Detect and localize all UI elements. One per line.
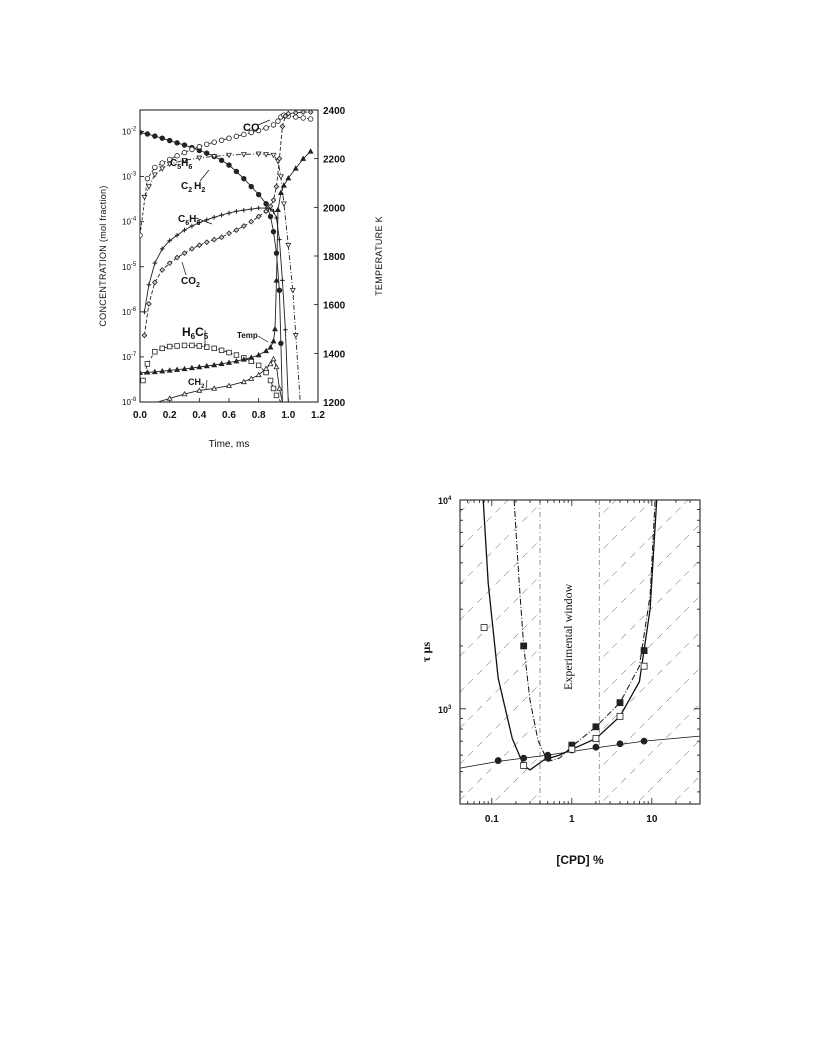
series-co2 <box>142 110 313 338</box>
data-point <box>617 700 623 706</box>
data-point <box>227 350 232 355</box>
data-point <box>495 758 501 764</box>
y2-tick-label: 1400 <box>323 349 346 361</box>
data-point <box>147 185 152 189</box>
data-point <box>242 176 247 181</box>
data-point <box>227 231 232 236</box>
data-point <box>160 136 165 141</box>
data-point <box>190 343 195 348</box>
data-point <box>234 209 239 214</box>
data-point <box>234 353 239 358</box>
data-point <box>274 365 279 369</box>
data-point <box>204 240 209 245</box>
data-point <box>242 153 247 157</box>
data-point <box>190 147 195 152</box>
data-point <box>219 158 224 163</box>
data-point <box>271 198 276 203</box>
series-group-1 <box>138 110 313 402</box>
data-point <box>160 161 165 166</box>
data-point <box>264 126 269 131</box>
data-point <box>227 211 232 216</box>
data-point <box>219 138 224 143</box>
data-point <box>308 149 313 153</box>
data-point <box>160 346 165 351</box>
data-point <box>283 327 288 332</box>
data-point <box>219 235 224 240</box>
y2-tick-label: 1200 <box>323 398 346 409</box>
data-point <box>641 648 647 654</box>
data-point <box>197 243 202 248</box>
data-point <box>276 207 281 211</box>
data-point <box>279 175 284 179</box>
svg-text:C5H6: $C_5H_6$ <box>170 158 193 171</box>
y-axis-label-2: τ µs <box>419 641 433 663</box>
data-point <box>521 763 527 769</box>
tau-chart <box>419 496 700 867</box>
data-point <box>268 378 273 383</box>
data-point <box>280 124 285 129</box>
data-point <box>256 206 261 211</box>
y2-axis-ticks-1 <box>314 106 346 409</box>
x-axis-label-1: Time, ms <box>208 439 250 450</box>
data-point <box>234 134 239 139</box>
label-co <box>243 122 260 134</box>
data-point <box>481 625 487 631</box>
data-point <box>142 195 147 199</box>
data-point <box>268 362 273 366</box>
data-point <box>268 214 273 219</box>
data-point <box>308 117 313 122</box>
x-axis-label-2: [CPD] % <box>556 853 604 867</box>
data-point <box>279 341 284 346</box>
series-line-c5h6 <box>140 133 284 403</box>
data-point <box>264 201 269 206</box>
data-point <box>280 278 285 283</box>
x-tick-label: 0.2 <box>162 410 177 421</box>
data-point <box>271 386 276 391</box>
data-point <box>279 190 284 194</box>
data-point <box>274 184 279 189</box>
label-arrows-1 <box>182 120 270 389</box>
data-point <box>204 151 209 156</box>
data-point <box>147 302 152 307</box>
data-point <box>167 344 172 349</box>
data-point <box>271 123 276 128</box>
x-axis-ticks-1 <box>133 398 325 421</box>
label-c2h2 <box>181 181 205 194</box>
label-co2 <box>181 276 200 289</box>
data-point <box>204 142 209 147</box>
data-point <box>142 333 147 338</box>
data-point <box>145 176 150 181</box>
data-point <box>593 724 599 730</box>
data-point <box>234 169 239 174</box>
data-point <box>167 138 172 143</box>
data-point <box>212 140 217 145</box>
y-tick-label: $10^{-2}$ <box>122 126 137 137</box>
data-point <box>145 362 150 367</box>
data-point <box>569 746 575 752</box>
series-line-co2 <box>144 112 310 335</box>
data-point <box>175 141 180 146</box>
data-point <box>242 208 247 213</box>
x-tick-label: 1 <box>569 814 575 825</box>
x-tick-label: 0.6 <box>222 410 236 421</box>
svg-text:Temp: Temp <box>237 331 258 340</box>
svg-text:C6H6: $C_6H_6$ <box>178 214 201 227</box>
data-point <box>273 327 278 331</box>
y-tick-label: $10^{-7}$ <box>122 351 137 362</box>
data-point <box>242 380 247 384</box>
x-tick-label: 0.4 <box>192 410 207 421</box>
data-point <box>274 393 279 398</box>
concentration-chart <box>98 106 384 450</box>
data-point <box>147 282 152 287</box>
y2-tick-label: 1800 <box>323 252 346 263</box>
data-point <box>219 348 224 353</box>
svg-text:C2H2: $C_2$ $H_2$ <box>181 181 206 194</box>
y2-axis-label-1: TEMPERATURE K <box>374 216 384 296</box>
data-point <box>153 261 158 266</box>
data-point <box>276 119 281 124</box>
y-axis-label-1: CONCENTRATION (mol fraction) <box>98 185 108 327</box>
data-point <box>256 192 261 197</box>
data-point <box>212 215 217 220</box>
data-point <box>175 344 180 349</box>
data-point <box>521 755 527 761</box>
y-axis-ticks-1 <box>122 127 144 407</box>
data-point <box>234 228 239 233</box>
data-point <box>268 345 273 349</box>
data-point <box>282 183 287 187</box>
data-point <box>182 150 187 155</box>
x-tick-label: 0.1 <box>484 814 499 825</box>
data-point <box>153 134 158 139</box>
data-point <box>138 130 143 135</box>
svg-text:H6C5: $H_6C_5$ <box>182 325 209 341</box>
data-point <box>212 346 217 351</box>
data-point <box>138 233 143 238</box>
series-temp <box>138 149 313 375</box>
data-point <box>249 376 254 380</box>
y2-tick-label: 2000 <box>323 203 346 215</box>
svg-text:CH2: $CH_2$ <box>188 377 205 390</box>
data-point <box>282 202 287 206</box>
data-point <box>227 136 232 141</box>
experimental-window-label: Experimental window <box>561 583 575 690</box>
data-point <box>290 288 295 292</box>
data-point <box>190 247 195 252</box>
y-tick-label: $10^{-3}$ <box>122 171 137 182</box>
data-point <box>182 343 187 348</box>
data-point <box>545 754 551 760</box>
x-tick-label: 0.0 <box>133 410 147 421</box>
data-point <box>593 744 599 750</box>
data-point <box>153 349 158 354</box>
data-point <box>153 280 158 285</box>
y2-tick-label: 2200 <box>323 154 346 166</box>
data-point <box>153 165 158 170</box>
data-point <box>271 229 276 234</box>
data-point <box>641 738 647 744</box>
svg-text:CO: CO <box>243 122 260 134</box>
data-point <box>277 288 282 293</box>
svg-text:CO2: $CO_2$ <box>181 276 200 289</box>
data-point <box>219 213 224 218</box>
data-point <box>617 741 623 747</box>
data-point <box>145 132 150 137</box>
y-tick-label: $10^{-4}$ <box>122 216 137 227</box>
label-temp <box>237 331 258 340</box>
data-point <box>256 363 261 368</box>
data-point <box>271 357 276 361</box>
data-point <box>141 378 146 383</box>
y2-tick-label: 2400 <box>323 106 346 117</box>
series-co <box>138 113 313 238</box>
data-point <box>182 251 187 256</box>
data-point <box>249 184 254 189</box>
label-ch2 <box>188 377 205 390</box>
data-point <box>142 310 147 315</box>
y-tick-label: $10^{-8}$ <box>122 397 137 407</box>
data-point <box>301 116 306 121</box>
y-tick-label: $10^4$ <box>438 496 452 506</box>
x-tick-label: 1.2 <box>311 410 325 421</box>
data-point <box>197 144 202 149</box>
data-point <box>617 713 623 719</box>
data-point <box>293 334 298 338</box>
data-point <box>256 353 261 357</box>
y-tick-label: $10^{-5}$ <box>122 261 137 272</box>
data-point <box>153 173 158 177</box>
data-point <box>197 344 202 349</box>
data-point <box>277 386 282 390</box>
label-c6h6 <box>178 214 200 227</box>
y-tick-label: $10^{-6}$ <box>122 306 137 317</box>
data-point <box>242 224 247 229</box>
data-point <box>293 111 298 116</box>
data-point <box>593 736 599 742</box>
data-point <box>641 663 647 669</box>
data-point <box>182 143 187 148</box>
x-tick-label: 0.8 <box>251 410 266 421</box>
data-point <box>160 268 165 273</box>
y-tick-label: $10^3$ <box>438 704 452 715</box>
x-tick-label: 10 <box>646 814 658 825</box>
data-point <box>212 237 217 242</box>
data-point <box>227 163 232 168</box>
data-point <box>249 207 254 212</box>
data-point <box>271 339 276 343</box>
y2-tick-label: 1600 <box>323 300 346 312</box>
data-point <box>274 251 279 256</box>
data-point <box>249 219 254 224</box>
x-tick-label: 1.0 <box>281 410 296 421</box>
data-point <box>286 243 291 247</box>
data-point <box>264 370 269 375</box>
data-point <box>521 643 527 649</box>
